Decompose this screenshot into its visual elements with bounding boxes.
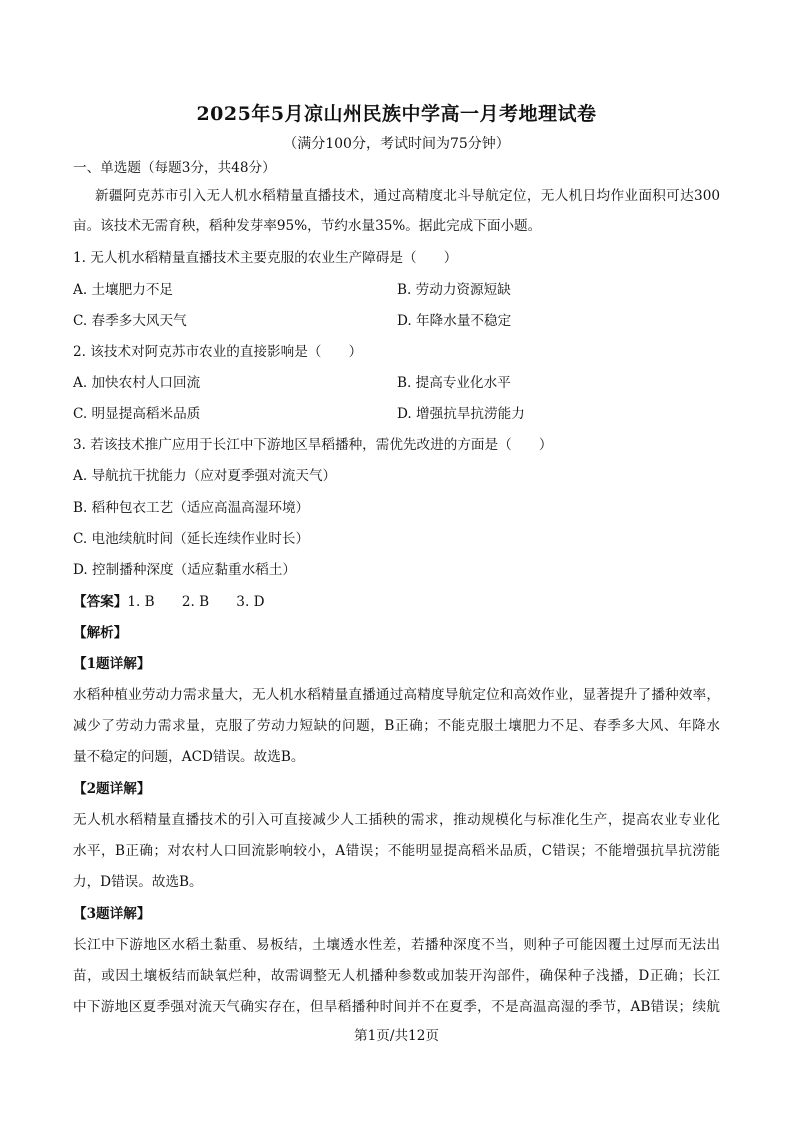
option-d: D. 年降水量不稳定: [397, 313, 512, 329]
option-a: A. 土壤肥力不足: [73, 282, 174, 298]
detail-label: 【1题详解】: [73, 656, 151, 672]
page-title: 2025年5月凉山州民族中学高一月考地理试卷: [196, 103, 597, 125]
option-b: B. 劳动力资源短缺: [397, 282, 511, 298]
option-row: [0, 373, 793, 393]
detail-line: 中下游地区夏季强对流天气确实存在，但旱稻播种时间并不在夏季，不是高温高湿的季节，AB错误；续航: [73, 999, 720, 1015]
option-b: B. 提高专业化水平: [397, 375, 511, 391]
answer-text: 1. B 2. B 3. D: [127, 594, 265, 610]
option-a: A. 加快农村人口回流: [73, 375, 201, 391]
section-heading: 一、单选题（每题3分，共48分）: [73, 160, 276, 176]
option-row: [0, 404, 793, 424]
detail-line: 苗，或因土壤板结而缺氧烂种，故需调整无人机播种参数或加装开沟部件，确保种子浅播，D正确；长江: [73, 968, 720, 984]
question-stem: 1. 无人机水稻精量直播技术主要克服的农业生产障碍是（ ）: [73, 250, 458, 266]
option-d: D. 增强抗旱抗涝能力: [397, 406, 525, 422]
option-c: C. 春季多大风天气: [73, 313, 187, 329]
detail-line: 长江中下游地区水稻土黏重、易板结，土壤透水性差，若播种深度不当，则种子可能因覆土过厚而无法出: [73, 937, 720, 953]
page-subtitle: （满分100分，考试时间为75分钟）: [283, 136, 510, 152]
option-d: D. 控制播种深度（适应黏重水稻土）: [73, 562, 296, 578]
page-footer: 第1页/共12页: [354, 1028, 439, 1044]
option-a: A. 导航抗干扰能力（应对夏季强对流天气）: [73, 468, 337, 484]
passage-line: 新疆阿克苏市引入无人机水稻精量直播技术，通过高精度北斗导航定位，无人机日均作业面积可达300: [95, 188, 720, 204]
analysis-label: 【解析】: [73, 625, 128, 641]
option-c: C. 明显提高稻米品质: [73, 406, 201, 422]
option-c: C. 电池续航时间（延长连续作业时长）: [73, 531, 310, 547]
detail-line: 减少了劳动力需求量，克服了劳动力短缺的问题，B正确；不能克服土壤肥力不足、春季多大风、年降水: [73, 718, 720, 734]
detail-line: 力，D错误。故选B。: [73, 874, 203, 890]
answer-label: 【答案】: [73, 594, 128, 610]
detail-line: 水平，B正确；对农村人口回流影响较小，A错误；不能明显提高稻米品质，C错误；不能增强抗旱抗涝能: [73, 843, 720, 859]
passage-line: 亩。该技术无需育秧，稻种发芽率95%，节约水量35%。据此完成下面小题。: [73, 218, 542, 234]
detail-label: 【2题详解】: [73, 781, 151, 797]
option-row: [0, 311, 793, 331]
question-stem: 3. 若该技术推广应用于长江中下游地区旱稻播种，需优先改进的方面是（ ）: [73, 437, 553, 453]
answer-line: [73, 592, 720, 612]
option-row: [0, 280, 793, 300]
detail-line: 水稻种植业劳动力需求量大，无人机水稻精量直播通过高精度导航定位和高效作业，显著提升了播种效率，: [73, 687, 720, 703]
detail-label: 【3题详解】: [73, 906, 151, 922]
detail-line: 量不稳定的问题，ACD错误。故选B。: [73, 749, 305, 765]
question-stem: 2. 该技术对阿克苏市农业的直接影响是（ ）: [73, 344, 363, 360]
option-b: B. 稻种包衣工艺（适应高温高湿环境）: [73, 500, 310, 516]
detail-line: 无人机水稻精量直播技术的引入可直接减少人工插秧的需求，推动规模化与标准化生产，提高农业专业化: [73, 812, 720, 828]
